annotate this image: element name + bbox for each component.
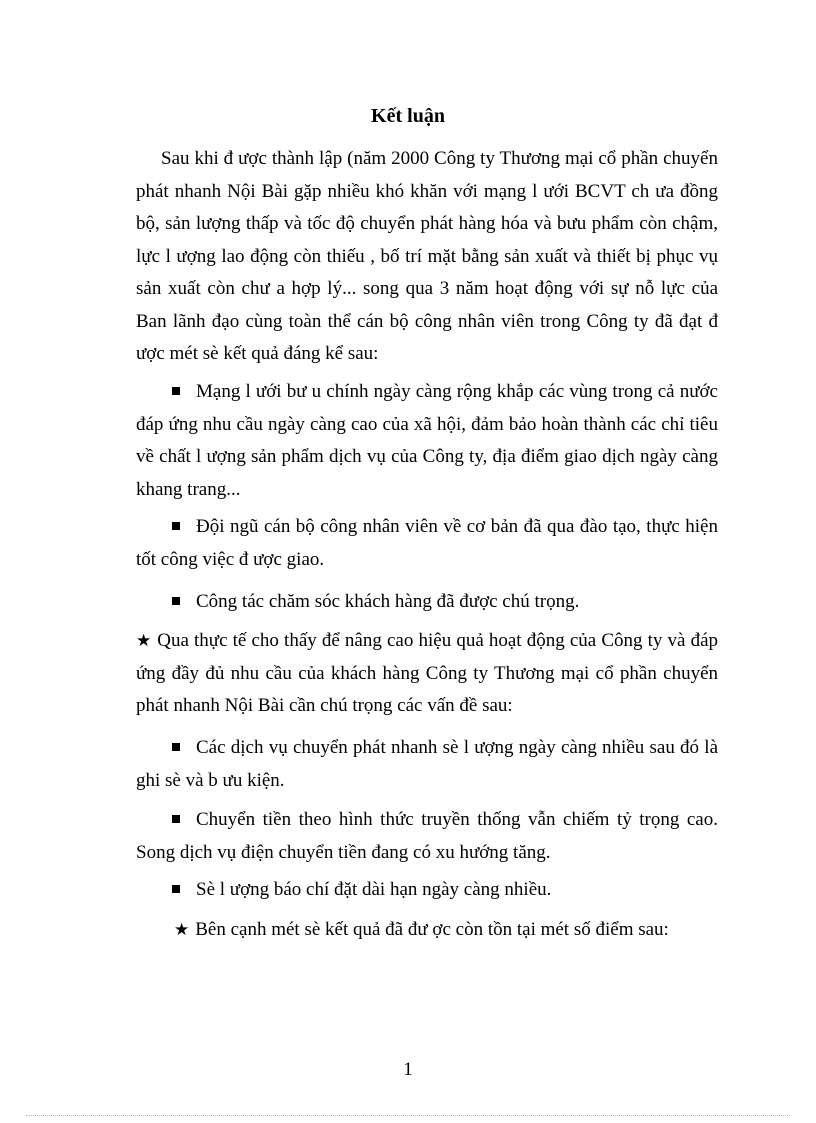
result-item bbox=[136, 376, 718, 506]
intro-paragraph: Sau khi đ ược thành lập (năm 2000 Công ty Thương mại cổ phần chuyển phát nhanh Nội Bài gặp nhiều khó khăn với mạng l ưới BCVT ch ưa đồng bộ, sản lượng thấp và tốc độ chuyển phát hàng hóa và bưu phẩm còn chậm, lực l ượng lao động còn thiếu , bố trí mặt bằng sản xuất và thiết bị phục vụ sản xuất còn chư a hợp lý... song qua 3 năm hoạt động với sự nỗ lực của Ban lãnh đạo cùng toàn thể cán bộ công nhân viên trong Công ty đã đạt đ ược mét sè kết quả đáng kể sau: bbox=[136, 148, 718, 364]
star-bullet-icon: ★ bbox=[174, 920, 190, 939]
result-text: Mạng l ưới bư u chính ngày càng rộng khắp các vùng trong cả nước đáp ứng nhu cầu ngày càng cao của xã hội, đảm bảo hoàn thành các chỉ tiêu về chất l ượng sản phẩm dịch vụ của Công ty, địa điểm giao dịch ngày càng khang trang... bbox=[136, 381, 718, 500]
page-number: 1 bbox=[403, 1059, 413, 1080]
issue-item bbox=[136, 732, 718, 797]
issue-text: Sè l ượng báo chí đặt dài hạn ngày càng nhiều. bbox=[196, 879, 552, 900]
star-paragraph-2-text: Bên cạnh mét sè kết quả đã đư ợc còn tồn tại mét số điểm sau: bbox=[195, 919, 669, 940]
square-bullet-icon bbox=[172, 597, 180, 605]
issue-text: Chuyển tiền theo hình thức truyền thống vẫn chiếm tỷ trọng cao. Song dịch vụ điện chuyển tiền đang có xu hướng tăng. bbox=[136, 809, 718, 863]
result-text: Đội ngũ cán bộ công nhân viên về cơ bản đã qua đào tạo, thực hiện tốt công việc đ ược giao. bbox=[136, 516, 718, 570]
result-item bbox=[136, 586, 718, 619]
square-bullet-icon bbox=[172, 885, 180, 893]
square-bullet-icon bbox=[172, 522, 180, 530]
page-title: Kết luận bbox=[371, 105, 445, 127]
star-bullet-icon: ★ bbox=[136, 631, 152, 650]
star-paragraph-1 bbox=[136, 625, 718, 723]
issue-text: Các dịch vụ chuyển phát nhanh sè l ượng ngày càng nhiều sau đó là ghi sè và b ưu kiện. bbox=[136, 737, 718, 791]
result-item bbox=[136, 511, 718, 576]
square-bullet-icon bbox=[172, 743, 180, 751]
square-bullet-icon bbox=[172, 815, 180, 823]
result-text: Công tác chăm sóc khách hàng đã được chú trọng. bbox=[196, 591, 580, 612]
star-paragraph-1-text: Qua thực tế cho thấy để nâng cao hiệu quả hoạt động của Công ty và đáp ứng đầy đủ nhu cầu của khách hàng Công ty Thương mại cổ phần chuyển phát nhanh Nội Bài cần chú trọng các vấn đề sau: bbox=[136, 630, 718, 716]
page-bottom-divider bbox=[26, 1115, 790, 1116]
star-paragraph-2 bbox=[136, 914, 718, 947]
issue-item bbox=[136, 874, 718, 907]
issue-item bbox=[136, 804, 718, 869]
square-bullet-icon bbox=[172, 387, 180, 395]
